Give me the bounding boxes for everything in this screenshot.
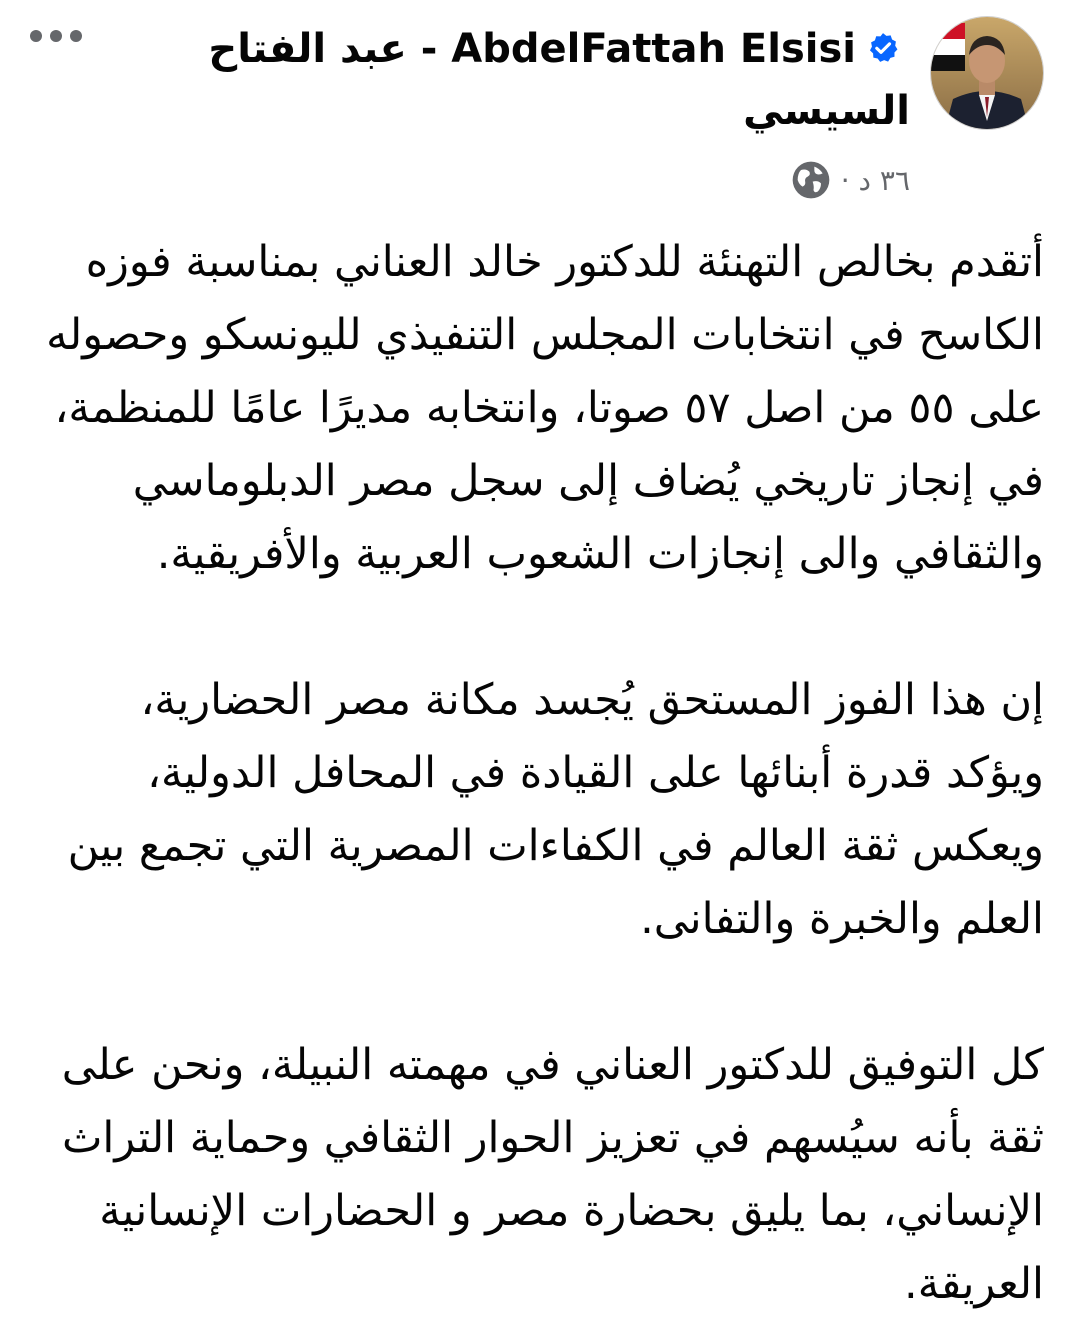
post-meta bbox=[791, 158, 910, 202]
more-dot-icon bbox=[50, 30, 62, 42]
more-dot-icon bbox=[30, 30, 42, 42]
author-name-text: AbdelFattah Elsisi - عبد الفتاح السيسي bbox=[208, 26, 910, 134]
post-timestamp[interactable]: ٣٦ د · bbox=[840, 163, 910, 197]
verified-badge-icon bbox=[866, 31, 900, 65]
avatar-portrait-icon bbox=[931, 17, 1043, 129]
author-avatar[interactable] bbox=[930, 16, 1044, 130]
globe-icon[interactable] bbox=[791, 160, 831, 200]
post-paragraph-3: كل التوفيق للدكتور العناني في مهمته النبيلة، ونحن على ثقة بأنه سيُسهم في تعزيز الحوار الثقافي وحماية التراث الإنساني، بما يليق بحضارة مصر و الحضارات الإنسانية العريقة. bbox=[61, 1040, 1044, 1309]
author-name[interactable] bbox=[150, 18, 910, 142]
post-paragraph-2: إن هذا الفوز المستحق يُجسد مكانة مصر الحضارية، ويؤكد قدرة أبنائها على القيادة في المحافل الدولية، ويعكس ثقة العالم في الكفاءات المصرية التي تجمع بين العلم والخبرة والتفانى. bbox=[67, 675, 1044, 944]
post-header bbox=[20, 12, 1050, 212]
post-paragraph-1: أتقدم بخالص التهنئة للدكتور خالد العناني بمناسبة فوزه الكاسح في انتخابات المجلس التنفيذي لليونسكو وحصوله على ٥٥ من اصل ٥٧ صوتا، وانتخابه مديرًا عامًا للمنظمة، في إنجاز تاريخي يُضاف إلى سجل مصر الدبلوماسي والثقافي والى إنجازات الشعوب العربية والأفريقية. bbox=[46, 237, 1044, 579]
more-dot-icon bbox=[70, 30, 82, 42]
more-options-button[interactable] bbox=[30, 26, 90, 46]
post-content bbox=[40, 226, 1044, 1321]
